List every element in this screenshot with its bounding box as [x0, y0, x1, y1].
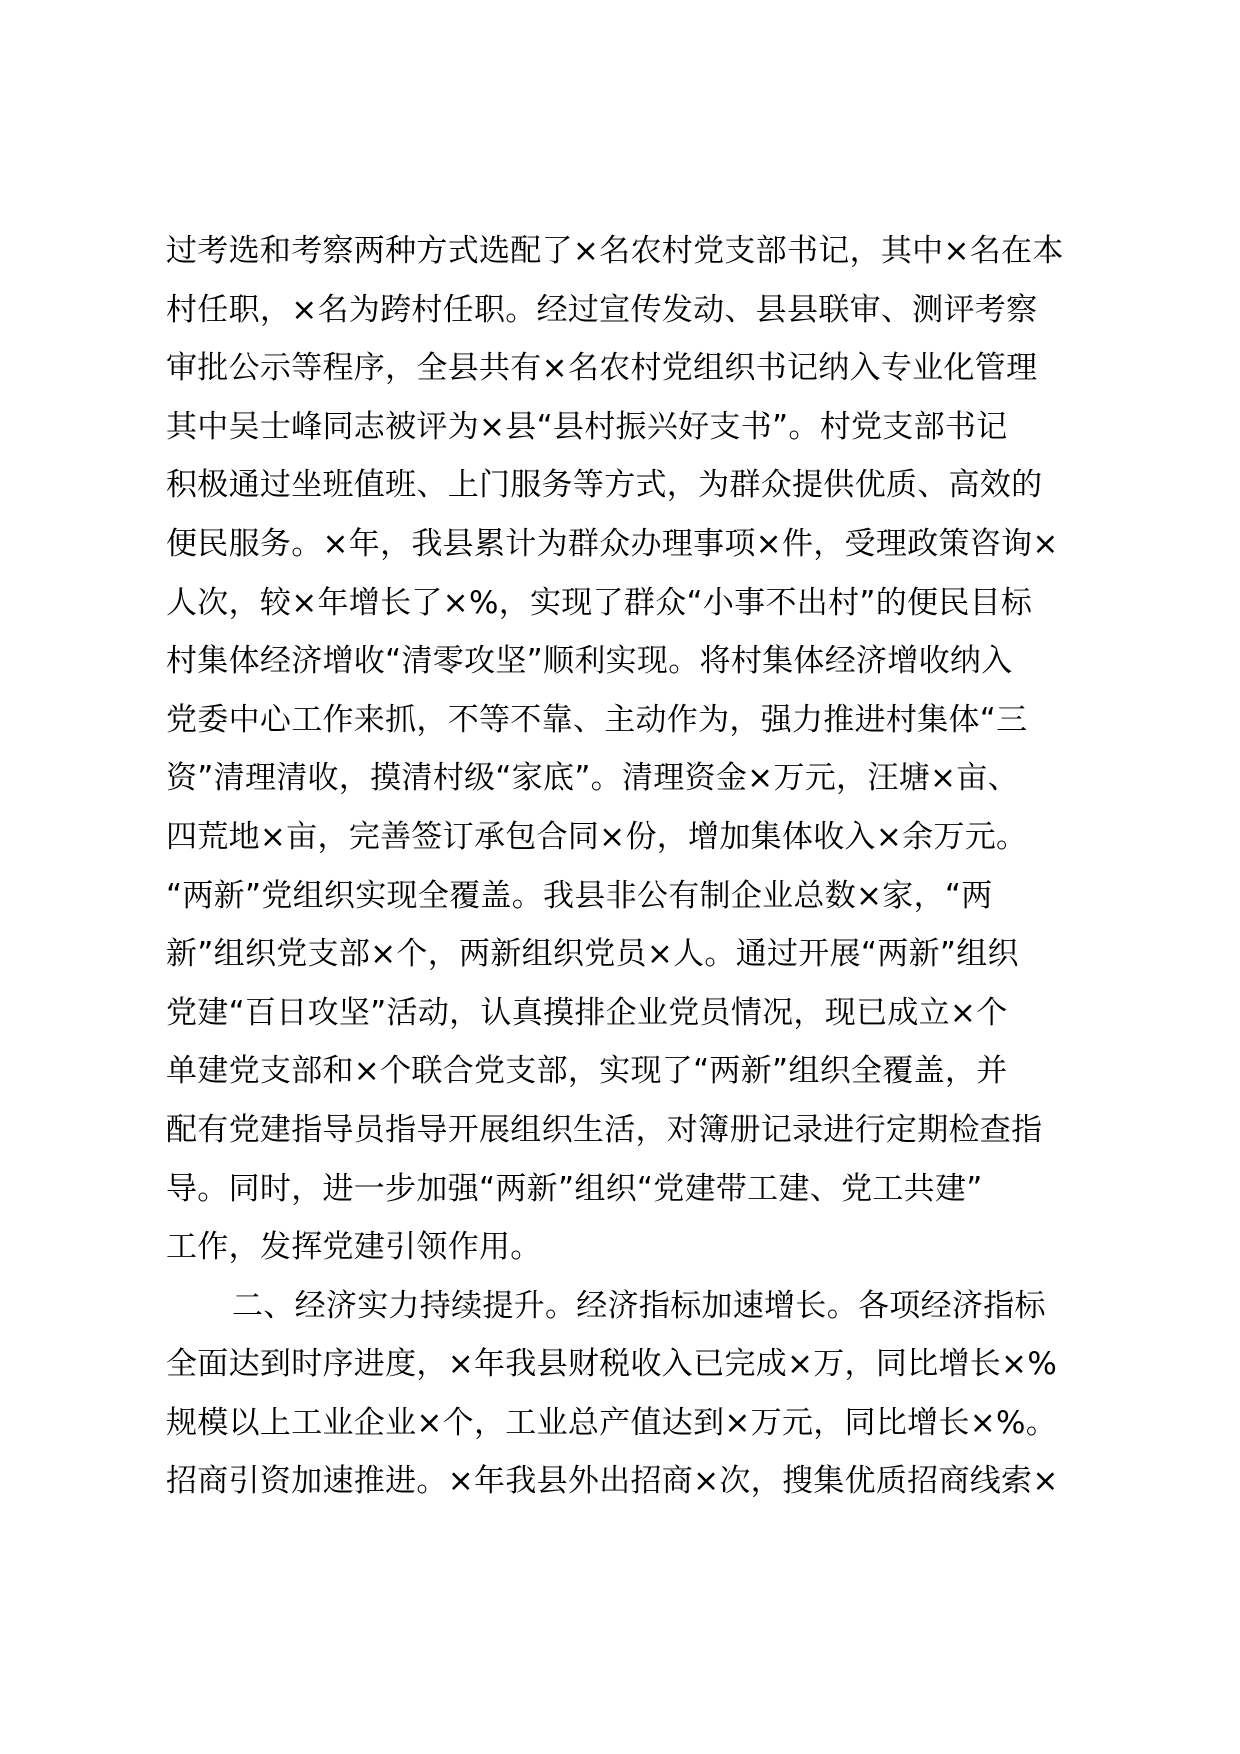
- text-line: 规模以上工业企业×个，工业总产值达到×万元，同比增长×%。: [166, 1404, 1058, 1441]
- text-line: 招商引资加速推进。×年我县外出招商×次，搜集优质招商线索×: [166, 1463, 1059, 1500]
- text-line: 导。同时，进一步加强“两新”组织“党建带工建、党工共建”: [166, 1170, 983, 1207]
- text-line: 便民服务。×年，我县累计为群众办理事项×件，受理政策咨询×: [166, 525, 1059, 562]
- text-line: 四荒地×亩，完善签订承包合同×份，增加集体收入×余万元。: [166, 818, 1028, 855]
- text-line: 过考选和考察两种方式选配了×名农村党支部书记，其中×名在本: [166, 233, 1064, 269]
- text-line: 村任职，×名为跨村任职。经过宣传发动、县县联审、测评考察: [166, 291, 1038, 328]
- text-line: 配有党建指导员指导开展组织生活，对簿册记录进行定期检查指: [166, 1111, 1043, 1148]
- text-line: 工作，发挥党建引领作用。: [166, 1229, 542, 1266]
- text-line: 单建党支部和×个联合党支部，实现了“两新”组织全覆盖，并: [166, 1053, 1008, 1090]
- text-line: 积极通过坐班值班、上门服务等方式，为群众提供优质、高效的: [166, 467, 1043, 504]
- text-line: 审批公示等程序，全县共有×名农村党组织书记纳入专业化管理: [166, 350, 1038, 387]
- paragraph-heading-line: 二、经济实力持续提升。经济指标加速增长。各项经济指标: [232, 1287, 1046, 1324]
- text-line: 新”组织党支部×个，两新组织党员×人。通过开展“两新”组织: [166, 936, 1019, 973]
- text-line: “两新”党组织实现全覆盖。我县非公有制企业总数×家，“两: [166, 877, 993, 914]
- text-line: 村集体经济增收“清零攻坚”顺利实现。将村集体经济增收纳入: [166, 643, 1013, 680]
- text-line: 人次，较×年增长了×%，实现了群众“小事不出村”的便民目标: [166, 584, 1033, 621]
- text-line: 党委中心工作来抓，不等不靠、主动作为，强力推进村集体“三: [166, 701, 1028, 738]
- body-text: [166, 222, 1116, 1511]
- text-line: 其中吴士峰同志被评为×县“县村振兴好支书”。村党支部书记: [166, 408, 1008, 445]
- text-line: 全面达到时序进度，×年我县财税收入已完成×万，同比增长×%: [166, 1346, 1058, 1383]
- text-line: 资”清理清收，摸清村级“家底”。清理资金×万元，汪塘×亩、: [166, 760, 1019, 797]
- text-line: 党建“百日攻坚”活动，认真摸排企业党员情况，现已成立×个: [166, 994, 1008, 1031]
